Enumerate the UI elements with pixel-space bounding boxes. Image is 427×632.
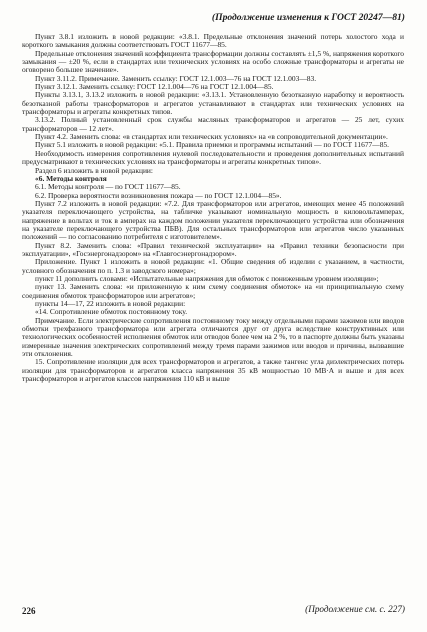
document-body [22,33,404,383]
paragraph: 15. Сопротивление изоляции для всех трансформаторов и агрегатов, а также тангенс угла диэлектрических потерь изоляции для трансформаторов и агрегатов класса напряжения 35 кВ мощностью 10 МВ·А и выше и для всех трансформаторов и агрегатов классов напряжения 110 кВ и выше [22,357,404,384]
paragraph: Необходимость измерения сопротивления нулевой последовательности и проведения дополнительных испытаний предусматривают в технических условиях на трансформаторы и агрегаты конкретных типов». [22,148,404,167]
paragraph: Пункт 8.2. Заменить слова: «Правил технической эксплуатации» на «Правил техники безопасности при эксплуатации», «Госэнергонадзором» на «Главгосэнергонадзором». [22,240,404,258]
paragraph: Приложение. Пункт 1 изложить в новой редакции: «1. Общие сведения об изделии с указанием, в частности, условного обозначения по п. 1.3 и заводского номера»; [22,257,404,275]
paragraph: пункты 14—17, 22 изложить в новой редакции: [35,299,186,308]
paragraph: Пункт 3.11.2. Примечание. Заменить ссылку: ГОСТ 12.1.003—76 на ГОСТ 12.1.003—83. [35,73,317,83]
paragraph: 6.1. Методы контроля — по ГОСТ 11677—85. [35,182,181,192]
continuation-header: (Продолжение изменения к ГОСТ 20247—81) [211,12,405,23]
page-number: 226 [22,606,36,616]
paragraph: пункт 13. Заменить слова: «и приложенную к ним схему соединения обмоток» на «и принципиальную схему соединения обмоток трансформаторов или агрегатов»; [22,282,404,300]
paragraph: Пункт 7.2 изложить в новой редакции: «7.2. Для трансформаторов или агрегатов, имеющих менее 45 положений указателя переключающего устройства, на табличке указывают номинальную мощность в киловольтамперах, напряжение в вольтах и ток в амперах на каждом положении указателя переключающего устройства или обозначения на указателе переключающего устройства ПБВ). Для остальных трансформаторов или агрегатов число указанных положений — по согласованию потребителя с изготовителем». [22,198,404,242]
paragraph: 6.2. Проверка вероятности возникновения пожара — по ГОСТ 12.1.004—85». [35,190,282,200]
paragraph: Примечание. Если электрические сопротивления постоянному току между отдельными парами зажимов или вводов обмотки трехфазного трансформатора или агрегата отличаются друг от друга вследствие конструктивных или технологических особенностей исполнения обмоток или отводов более чем на 2 %, то в паспорте должны быть указаны измеренные значения электрических сопротивлений между тремя парами зажимов или вводов и причины, вызвавшие эти отклонения. [22,315,404,359]
paragraph: Пункт 3.8.1 изложить в новой редакции: «3.8.1. Предельные отклонения значений потерь холостого хода и короткого замыкания должны соответствовать ГОСТ 11677—85. [22,32,404,50]
section-heading: «6. Методы контроля [35,173,107,183]
paragraph: Пункт 5.1 изложить в новой редакции: «5.1. Правила приемки и программы испытаний — по ГОСТ 11677—85. [35,140,389,150]
paragraph: Раздел 6 изложить в новой редакции: [35,165,153,175]
paragraph: Пункты 3.13.1, 3.13.2 изложить в новой редакции: «3.13.1. Установленную безотказную наработку и вероятность безотказной работы трансформаторов и агрегатов устанавливают в стандартах или технических условиях на трансформаторы и агрегаты конкретных типов. [22,90,404,117]
paragraph: Пункт 4.2. Заменить слова: «в стандартах или технических условиях» на «в сопроводительной документации». [35,132,388,142]
paragraph: Пункт 3.12.1. Заменить ссылку: ГОСТ 12.1.004—76 на ГОСТ 12.1.004—85. [35,82,274,92]
paragraph: 3.13.2. Полный установленный срок службы масляных трансформаторов и агрегатов — 25 лет, сухих трансформаторов — 12 лет». [22,115,404,133]
paragraph: пункт 11 дополнить словами: «Испытательные напряжения для обмоток с пониженным уровнем изоляции»; [35,273,379,283]
paragraph: Предельные отклонения значений коэффициента трансформации должны составлять ±1,5 %, напряжения короткого замыкания — ±20 %, если в стандартах или технических условиях на особо сложные трансформаторы и агрегаты не оговорено большее значение». [22,48,404,75]
continuation-footer: (Продолжение см. с. 227) [305,604,405,614]
paragraph: «14. Сопротивление обмоток постоянному току. [35,307,188,317]
